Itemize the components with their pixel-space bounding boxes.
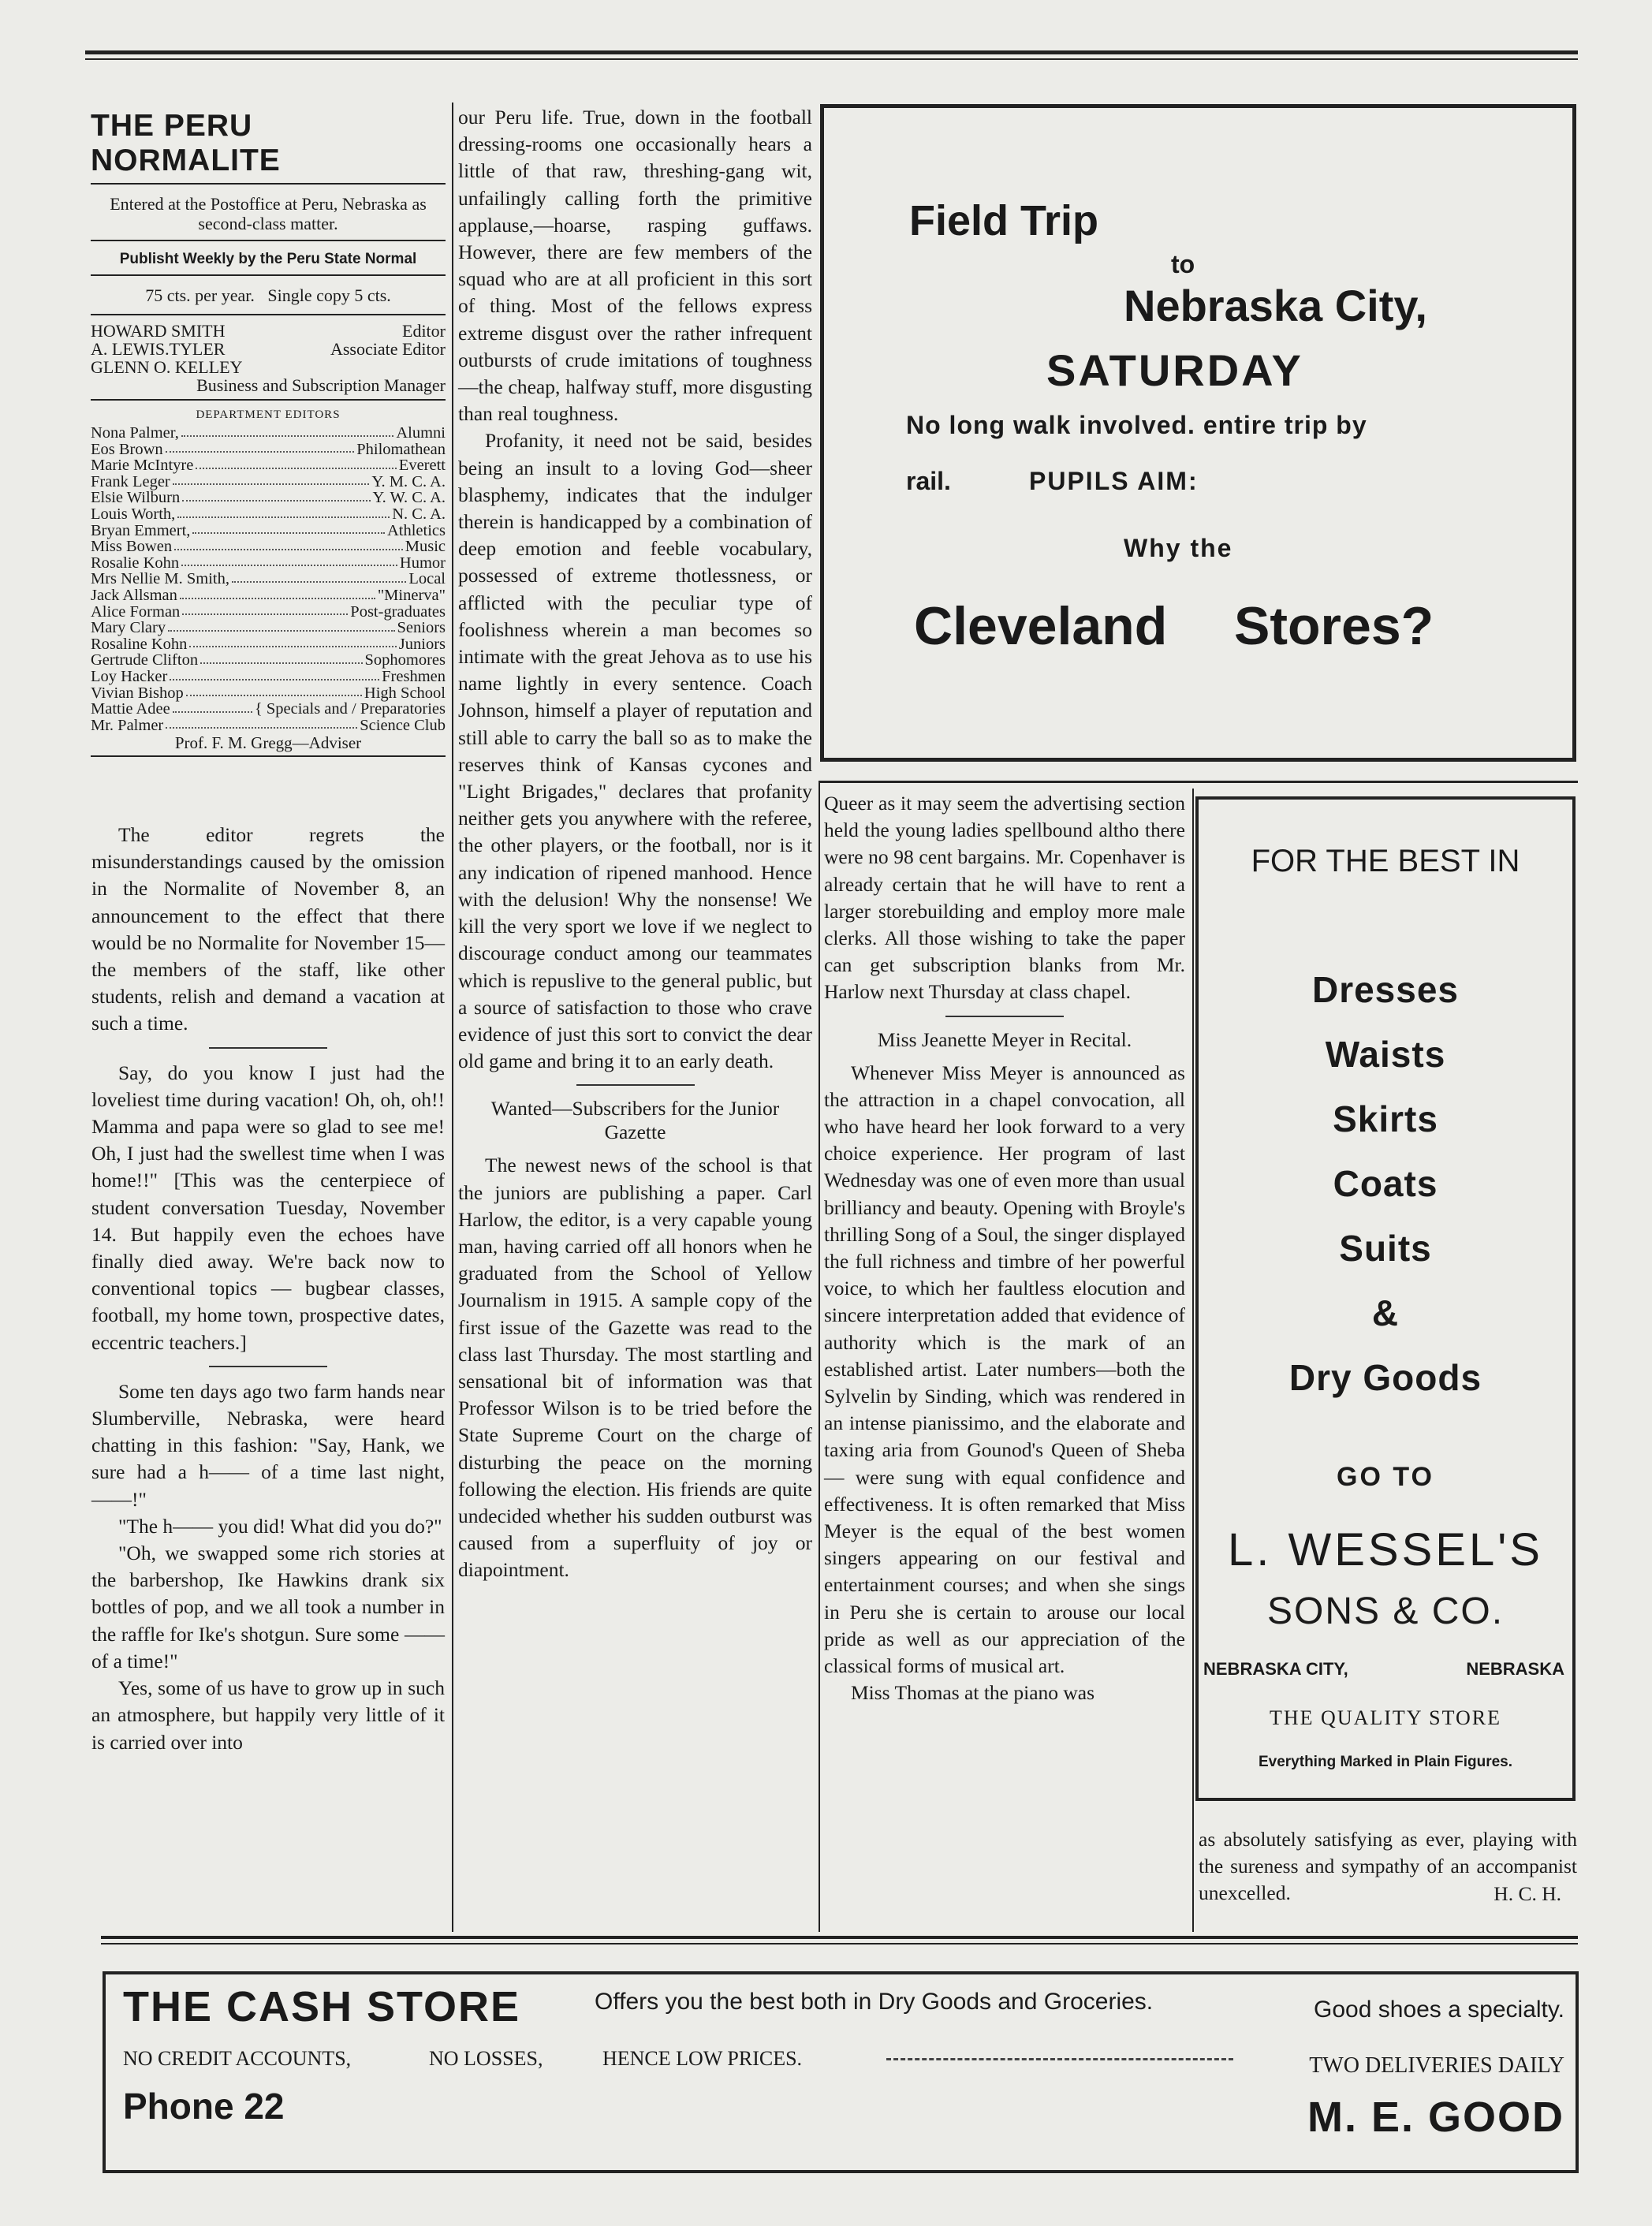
paragraph: Miss Thomas at the piano was: [851, 1681, 1095, 1705]
masthead-published: Publisht Weekly by the Peru State Normal: [91, 241, 446, 276]
ad-cash-credit: NO CREDIT ACCOUNTS,: [123, 2047, 352, 2070]
staff-role: Associate Editor: [330, 339, 446, 359]
dept-editor-row: [91, 523, 446, 539]
ad-wessel-heading: FOR THE BEST IN: [1251, 844, 1520, 878]
leader-dots: [192, 523, 385, 535]
article-heading: Wanted—Subscribers for the Junior Gazette: [490, 1097, 780, 1144]
paragraph: "The h—— you did! What did you do?": [118, 1514, 442, 1538]
dept-editor-name: Rosalie Kohn: [91, 554, 180, 572]
dept-editor-row: [91, 457, 446, 474]
leader-dots: [232, 571, 406, 583]
dept-editor-row: [91, 652, 446, 669]
dept-editor-dept: Local: [408, 570, 446, 588]
separator: [576, 1084, 695, 1086]
ad-cash-deliveries: TWO DELIVERIES DAILY: [1309, 2053, 1564, 2078]
dept-editor-dept: Y. W. C. A.: [372, 489, 446, 507]
dept-editor-name: Bryan Emmert,: [91, 521, 191, 539]
ad-wessel-item: &: [1371, 1292, 1400, 1333]
staff-role: Business and Subscription Manager: [196, 375, 446, 395]
ad-wessel-note: Everything Marked in Plain Figures.: [1258, 1754, 1513, 1770]
dept-editor-dept: Post-graduates: [350, 602, 446, 621]
ad-cash-shoes: Good shoes a specialty.: [1314, 1997, 1564, 2023]
ad-trip-line3: Nebraska City,: [1124, 281, 1427, 330]
staff-row: [91, 340, 446, 358]
dept-editor-name: Louis Worth,: [91, 505, 176, 523]
ad-trip-line5: No long walk involved. entire trip by: [906, 411, 1367, 439]
ad-trip-line7: Why the: [1124, 534, 1233, 562]
dept-editor-row: [91, 474, 446, 490]
dept-editor-row: [91, 490, 446, 506]
leader-dots: [180, 587, 375, 599]
paragraph: Yes, some of us have to grow up in such an atmosphere, but happily very little of it is carried over into: [91, 1676, 445, 1754]
ad-cash-offer: Offers you the best both in Dry Goods and Groceries.: [595, 1989, 1154, 2015]
ad-cash-title: THE CASH STORE: [123, 1983, 521, 2030]
paragraph: The editor regrets the misunderstandings caused by the omission in the Normalite of November 8, an announcement to the effect that there would be no Normalite for November 15—the members of the staff, like other students, relish and demand a vacation at such a time.: [91, 823, 445, 1035]
dept-editor-name: Alice Forman: [91, 602, 181, 621]
leader-dots: [166, 718, 357, 729]
dept-editor-row: [91, 604, 446, 621]
dept-editor-name: Mrs Nellie M. Smith,: [91, 570, 229, 588]
paragraph: Profanity, it need not be said, besides being an insult to a loving God—sheer blasphemy, indicates that the indulger therein is handicapped by a combination of deep emotion and feeble vocabulary, possessed of extreme thotlessness, or afflicted with the peculiar type of foolishness wherein a man becomes so intimate with the great Jehova as to use his name lightly in every sentence. Coach Johnson, himself a player of reputation and still able to carry the ball so as to make the reserves think of Kansas cycones and "Light Brigades," declares that profanity neither gets you anywhere with the referee, the other players, or the football, nor is it any indication of ripened manhood. Hence with the delusion! Why the nonsense! We kill the very sport we love if we neglect to discourage conduct among our teammates which is repuslive to the general public, but a source of satisfaction to those who crave evidence of just this sort to convict the dear old game and bring it to an early death.: [458, 429, 812, 1073]
paragraph: The newest news of the school is that the juniors are publishing a paper. Carl Harlow, the editor, is a very capable young man, having carried off all honors when he graduated from the School of Yellow Journalism in 1915. A sample copy of the first issue of the Gazette was read to the class last Thursday. The most startling and sensational bit of information was that Professor Wilson is to be tried before the State Supreme Court on the charge of disturbing the peace on the morning following the election. His friends are quite undecided whether his sudden outburst was caused from a superfluity of joy or diapointment.: [458, 1154, 812, 1582]
ad-field-trip: [820, 104, 1576, 762]
paragraph: Some ten days ago two farm hands near Slumberville, Nebraska, were heard chatting in this fashion: "Say, Hank, we sure had a h—— of a time last night, ——!": [91, 1379, 445, 1511]
dept-editor-name: Vivian Bishop: [91, 684, 184, 702]
paragraph: our Peru life. True, down in the football dressing-rooms one occasionally hears a little of that raw, threshing-gang wit, unfailingly calling forth the primitive applause,—hoarse, rasping guffaws. However, there are few members of the squad who are at all proficient in this sort of thing. Most of the fellows express extreme disgust over the rather infrequent outbursts of crude imitations of toughness—the cheap, halfway stuff, more disgusting than real toughness.: [458, 106, 812, 426]
dept-editor-dept: Alumni: [396, 424, 446, 442]
ad-wessel-name2: SONS & CO.: [1266, 1590, 1505, 1632]
staff-list: [91, 315, 446, 401]
dept-editor-row: [91, 718, 446, 734]
dept-editor-dept: Everett: [398, 457, 446, 475]
ad-wessel-items: [1199, 957, 1572, 1410]
dept-editor-name: Nona Palmer,: [91, 424, 179, 442]
column-1: [91, 822, 445, 1756]
ad-wessel-item: Waists: [1325, 1034, 1446, 1075]
dept-heading: DEPARTMENT EDITORS: [196, 408, 341, 421]
separator: [945, 1016, 1064, 1017]
column-4-continuation: [1199, 1826, 1577, 1907]
dept-editor-dept: Philomathean: [356, 440, 446, 458]
dept-editor-row: [91, 506, 446, 523]
ad-trip-line4: SATURDAY: [1046, 345, 1303, 395]
dept-editor-name: Eos Brown: [91, 440, 163, 458]
dept-editor-dept: Juniors: [398, 635, 446, 653]
dept-editor-row: [91, 571, 446, 587]
dept-editor-row: [91, 620, 446, 636]
ad-wessel-item: Skirts: [1333, 1098, 1438, 1139]
dept-editor-name: Mattie Adee: [91, 700, 170, 718]
staff-name: GLENN O. KELLEY: [91, 357, 243, 377]
leader-dots: [173, 701, 252, 713]
ad-trip-line8a: Cleveland: [914, 596, 1168, 656]
dept-editor-row: [91, 425, 446, 442]
dept-editor-dept: N. C. A.: [392, 505, 446, 523]
leader-dots: [200, 652, 362, 664]
dept-editor-name: Mr. Palmer: [91, 716, 164, 734]
separator: [209, 1366, 327, 1367]
signature: H. C. H.: [1494, 1881, 1561, 1905]
dept-editor-row: [91, 685, 446, 702]
dept-editor-dept: Seniors: [397, 619, 446, 637]
leader-dots: [174, 539, 403, 550]
ad-trip-line1: Field Trip: [909, 197, 1099, 244]
article-heading: Miss Jeanette Meyer in Recital.: [877, 1027, 1132, 1051]
paragraph: as absolutely satisfying as ever, playing with the sureness and sympathy of an accompanist unexcelled.: [1199, 1828, 1577, 1905]
dept-editor-row: [91, 701, 446, 718]
ad-wessel: [1195, 796, 1576, 1801]
ad-wessel-item: Suits: [1339, 1228, 1432, 1269]
bottom-rule-thick: [101, 1936, 1578, 1939]
ad-cash-owner: M. E. GOOD: [1307, 2094, 1564, 2141]
dept-editor-dept: Humor: [399, 554, 446, 572]
separator: [209, 1047, 327, 1049]
staff-name: A. LEWIS.TYLER: [91, 339, 226, 359]
staff-name: HOWARD SMITH: [91, 321, 226, 341]
leader-dots: [186, 685, 362, 697]
paragraph: Queer as it may seem the advertising section held the young ladies spellbound altho there were no 98 cent bargains. Mr. Copenhaver is already certain that he will have to rent a larger storebuilding and employ more male clerks. All those wishing to take the paper can get subscription blanks from Mr. Harlow next Thursday at class chapel.: [824, 792, 1185, 1004]
dept-editor-name: Loy Hacker: [91, 667, 168, 685]
ad-cash-prices: HENCE LOW PRICES.: [602, 2047, 803, 2070]
column-2: [458, 104, 812, 1584]
dept-editors-list: [91, 425, 446, 733]
leader-dots: [177, 506, 390, 518]
staff-role: Editor: [402, 321, 446, 341]
ad-cash-store: [103, 1971, 1579, 2173]
dept-editor-name: Rosaline Kohn: [91, 635, 188, 653]
dept-editor-row: [91, 587, 446, 604]
leader-dots: [170, 669, 379, 680]
dept-editor-row: [91, 555, 446, 572]
dept-editor-dept: Freshmen: [382, 667, 446, 685]
leader-dots: [182, 490, 370, 502]
ad-wessel-goto: GO TO: [1337, 1462, 1434, 1492]
col-rule-1: [452, 103, 453, 1932]
ad-trip-line6b: PUPILS AIM:: [1029, 467, 1199, 495]
ad-cash-leader-dots: [886, 2058, 1233, 2060]
dept-editor-dept: { Specials and / Preparatories: [254, 700, 446, 718]
dept-editor-dept: Y. M. C. A.: [371, 472, 446, 490]
ad-wessel-item: Dry Goods: [1288, 1357, 1482, 1398]
dept-editor-dept: High School: [364, 684, 446, 702]
masthead-title: THE PERU NORMALITE: [91, 109, 446, 185]
ad-cash-losses: NO LOSSES,: [429, 2047, 543, 2070]
masthead-price: 75 cts. per year. Single copy 5 cts.: [91, 276, 446, 315]
dept-editor-name: Miss Bowen: [91, 538, 173, 556]
leader-dots: [182, 604, 348, 616]
ad-wessel-tagline: THE QUALITY STORE: [1270, 1706, 1501, 1729]
dept-editor-row: [91, 539, 446, 555]
ad-wessel-item: Dresses: [1311, 969, 1460, 1010]
leader-dots: [196, 457, 396, 469]
ad-trip-line6a: rail.: [906, 467, 951, 495]
ad-trip-line8b: Stores?: [1234, 596, 1434, 656]
ad-trip-line2: to: [1171, 250, 1195, 278]
ad-wessel-state: NEBRASKA: [1466, 1659, 1564, 1679]
leader-dots: [181, 425, 393, 437]
dept-editor-dept: Science Club: [360, 716, 446, 734]
leader-dots: [173, 474, 370, 486]
dept-editor-row: [91, 669, 446, 685]
dept-editor-name: Marie McIntyre: [91, 457, 194, 475]
masthead-entered: Entered at the Postoffice at Peru, Nebraska as second-class matter.: [91, 185, 446, 241]
dept-editor-name: Elsie Wilburn: [91, 489, 181, 507]
column-3: [824, 790, 1185, 1707]
col-rule-3: [1192, 789, 1194, 1932]
dept-editor-dept: Sophomores: [364, 651, 446, 669]
dept-editor-name: Frank Leger: [91, 472, 170, 490]
top-rule-thick: [85, 50, 1578, 54]
leader-dots: [189, 636, 396, 648]
leader-dots: [181, 555, 397, 567]
top-rule-thin: [85, 58, 1578, 60]
leader-dots: [168, 620, 394, 632]
dept-editor-name: Mary Clary: [91, 619, 166, 637]
ad-rule-mid: [820, 781, 1578, 783]
dept-editor-name: Jack Allsman: [91, 586, 177, 604]
leader-dots: [166, 442, 355, 453]
paragraph: "Oh, we swapped some rich stories at the barbershop, Ike Hawkins drank six bottles of pop, and we all took a number in the raffle for Ike's shotgun. Sure some —— of a time!": [91, 1542, 445, 1672]
masthead: [91, 109, 446, 757]
dept-editor-dept: Music: [405, 538, 446, 556]
staff-row: [91, 322, 446, 340]
dept-editor-name: Gertrude Clifton: [91, 651, 199, 669]
ad-cash-phone: Phone 22: [123, 2086, 285, 2127]
ad-wessel-item: Coats: [1333, 1163, 1438, 1204]
ad-wessel-name1: L. WESSEL'S: [1228, 1524, 1543, 1575]
dept-editor-row: [91, 636, 446, 653]
col-rule-2: [819, 781, 820, 1932]
dept-editor-row: [91, 442, 446, 458]
paragraph: Say, do you know I just had the loveliest time during vacation! Oh, oh, oh!! Mamma and papa were so glad to see me! Oh, I just had the swellest time when I was home!!" [This was the centerpiece of student conversation Tuesday, November 14. But happily even the echoes have finally died away. We're back now to conventional topics — bugbear classes, football, my home town, prospective dates, eccentric teachers.]: [91, 1061, 445, 1354]
dept-editor-dept: Athletics: [386, 521, 446, 539]
ad-wessel-city: NEBRASKA CITY,: [1203, 1659, 1348, 1679]
adviser: Prof. F. M. Gregg—Adviser: [91, 733, 446, 757]
dept-editor-dept: "Minerva": [377, 586, 446, 604]
paragraph: Whenever Miss Meyer is announced as the attraction in a chapel convocation, all who have heard her look forward to a very choice experience. Her program of last Wednesday was one of even more than usual brilliancy and beauty. Opening with Broyle's thrilling Song of a Soul, the singer displayed the full richness and timbre of her powerful voice, to which her faultless elocution and sincere interpretation added that evidence of authority which is the mark of an established artist. Later numbers—both the Sylvelin by Sinding, which was rendered in an intense pianissimo, and the elaborate and taxing aria from Gounod's Queen of Sheba — were sung with equal confidence and effectiveness. It is often remarked that Miss Meyer is the equal of the best women singers appearing on our festival and entertainment courses; and when she sings in Peru she is certain to arouse our local pride as well as our appreciation of the classical forms of musical art.: [824, 1061, 1185, 1678]
bottom-rule-thin: [101, 1943, 1578, 1944]
